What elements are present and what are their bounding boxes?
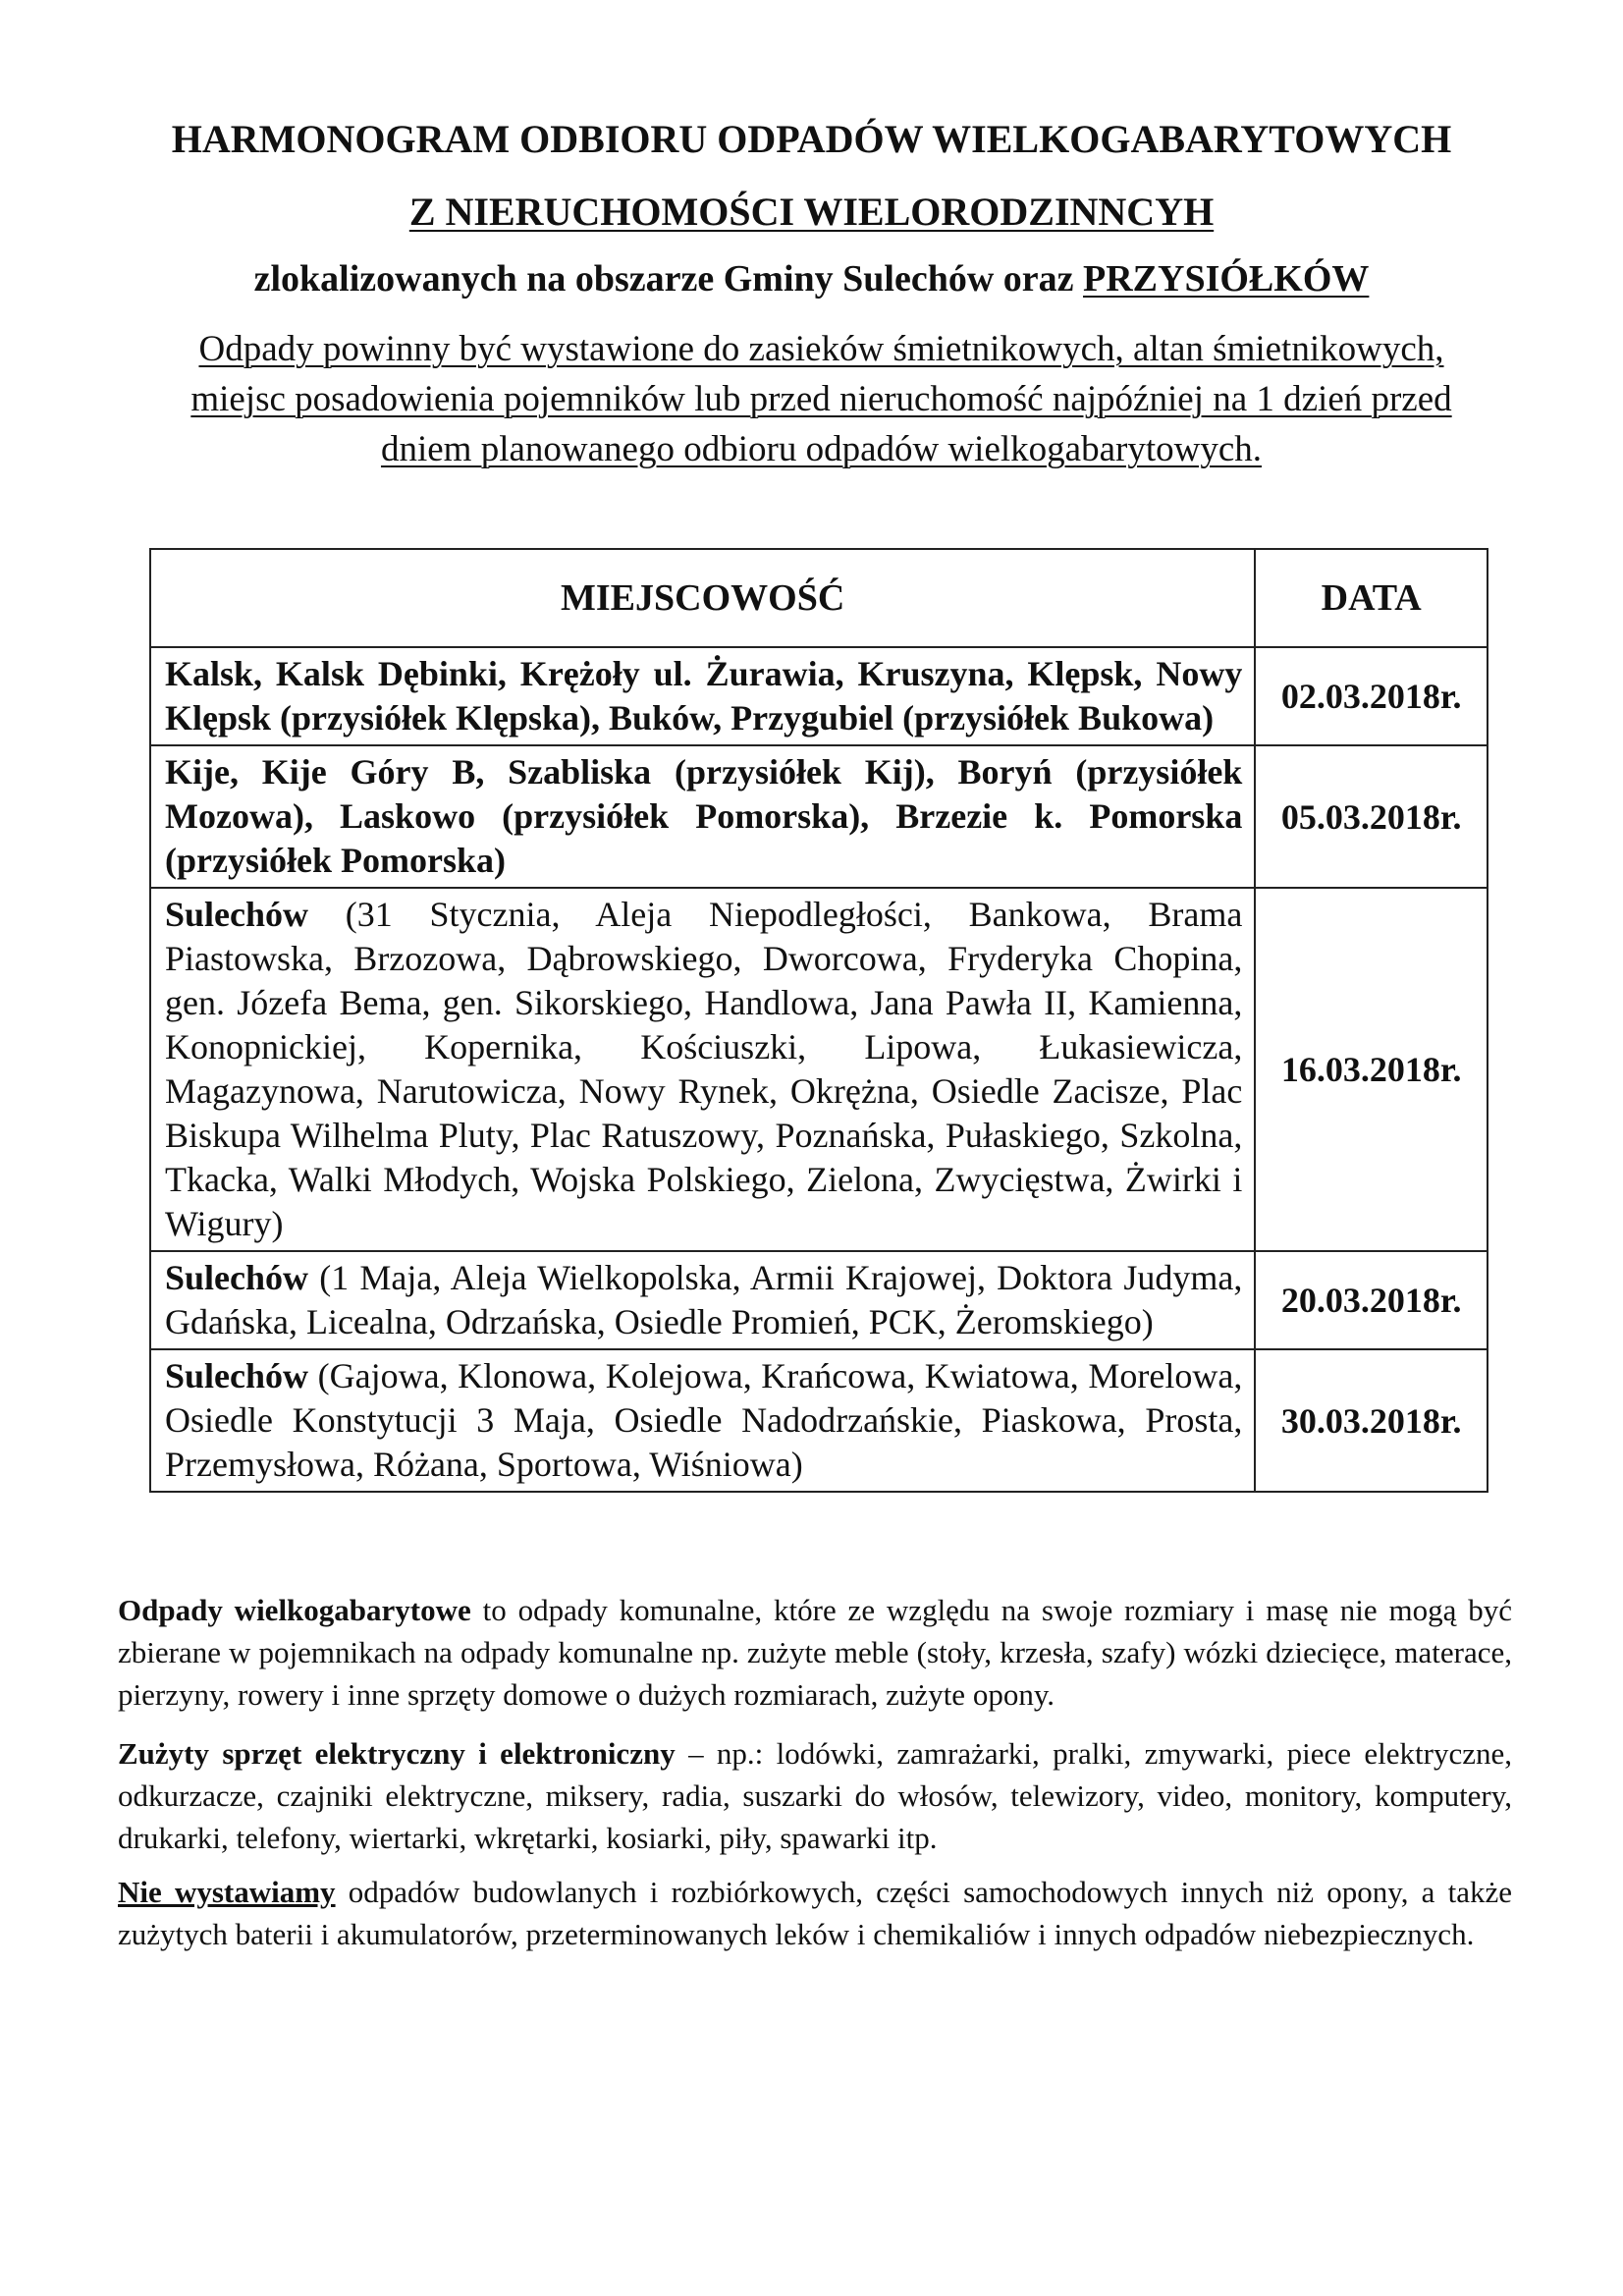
header-place: MIEJSCOWOŚĆ bbox=[150, 549, 1255, 647]
header-date: DATA bbox=[1255, 549, 1488, 647]
table-header-row bbox=[150, 549, 1488, 647]
place-bold: Sulechów bbox=[165, 895, 309, 934]
date-cell: 20.03.2018r. bbox=[1255, 1251, 1488, 1349]
place-rest: (31 Stycznia, Aleja Niepodległości, Bankowa, Brama Piastowska, Brzozowa, Dąbrowskiego, Dworcowa, Fryderyka Chopina, gen. Józefa Bema, gen. Sikorskiego, Handlowa, Jana Pawła II, Kamienna, Konopnickiej, Kopernika, Kościuszki, Lipowa, Łukasiewicza, Magazynowa, Narutowicza, Nowy Rynek, Okrężna, Osiedle Zacisze, Plac Biskupa Wilhelma Pluty, Plac Ratuszowy, Poznańska, Pułaskiego, Szkolna, Tkacka, Walki Młodych, Wojska Polskiego, Zielona, Zwycięstwa, Żwirki i Wigury) bbox=[165, 895, 1243, 1243]
bulky-waste-term: Odpady wielkogabarytowe bbox=[118, 1593, 471, 1627]
title-line-3 bbox=[0, 257, 1623, 301]
table-row bbox=[150, 1349, 1488, 1492]
table-row bbox=[150, 647, 1488, 745]
collection-notice bbox=[157, 324, 1486, 474]
title-line-1: HARMONOGRAM ODBIORU ODPADÓW WIELKOGABARYTOWYCH bbox=[171, 117, 1452, 161]
place-cell bbox=[150, 745, 1255, 888]
schedule-table bbox=[149, 548, 1488, 1493]
bulky-waste-text: to odpady komunalne, które ze względu na swoje rozmiary i masę nie mogą być zbierane w pojemnikach na odpady komunalne np. zużyte meble (stoły, krzesła, szafy) wózki dziecięce, materace, pierzyny, rowery i inne sprzęty domowe o dużych rozmiarach, zużyte opony. bbox=[118, 1593, 1512, 1712]
place-rest: (1 Maja, Aleja Wielkopolska, Armii Krajowej, Doktora Judyma, Gdańska, Licealna, Odrzańska, Osiedle Promień, PCK, Żeromskiego) bbox=[165, 1258, 1243, 1341]
electronics-text: – np.: lodówki, zamrażarki, pralki, zmywarki, piece elektryczne, odkurzacze, czajniki elektryczne, miksery, radia, suszarki do włosów, telewizory, video, monitory, komputery, drukarki, telefony, wiertarki, wkrętarki, kosiarki, piły, spawarki itp. bbox=[118, 1736, 1512, 1855]
date-cell: 05.03.2018r. bbox=[1255, 745, 1488, 888]
date-cell: 02.03.2018r. bbox=[1255, 647, 1488, 745]
place-cell bbox=[150, 1251, 1255, 1349]
place-cell bbox=[150, 888, 1255, 1251]
place-cell bbox=[150, 1349, 1255, 1492]
collection-notice-text: Odpady powinny być wystawione do zasieków śmietnikowych, altan śmietnikowych, miejsc posadowienia pojemników lub przed nieruchomość najpóźniej na 1 dzień przed dniem planowanego odbioru odpadów wielkogabarytowych. bbox=[190, 329, 1452, 469]
excluded-waste-term: Nie wystawiamy bbox=[118, 1875, 336, 1909]
place-bold: Kalsk, Kalsk Dębinki, Krężoły ul. Żurawia, Kruszyna, Klępsk, Nowy Klępsk (przysiółek Klępska), Buków, Przygubiel (przysiółek Bukowa) bbox=[165, 654, 1243, 738]
place-cell bbox=[150, 647, 1255, 745]
place-bold: Sulechów bbox=[165, 1356, 309, 1395]
electronics-paragraph bbox=[118, 1732, 1512, 1859]
title-line-3-emphasis: PRZYSIÓŁKÓW bbox=[1083, 258, 1370, 300]
electronics-term: Zużyty sprzęt elektryczny i elektroniczny bbox=[118, 1736, 676, 1771]
place-bold: Sulechów bbox=[165, 1258, 309, 1297]
title-line-3-prefix: zlokalizowanych na obszarze Gminy Sulechów oraz bbox=[253, 258, 1083, 300]
place-bold: Kije, Kije Góry B, Szabliska (przysiółek Kij), Boryń (przysiółek Mozowa), Laskowo (przysiółek Pomorska), Brzezie k. Pomorska (przysiółek Pomorska) bbox=[165, 752, 1243, 880]
date-cell: 30.03.2018r. bbox=[1255, 1349, 1488, 1492]
table-row bbox=[150, 888, 1488, 1251]
title-line-2-text: Z NIERUCHOMOŚCI WIELORODZINNCYH bbox=[408, 190, 1215, 234]
date-cell: 16.03.2018r. bbox=[1255, 888, 1488, 1251]
place-rest: (Gajowa, Klonowa, Kolejowa, Krańcowa, Kwiatowa, Morelowa, Osiedle Konstytucji 3 Maja, Osiedle Nadodrzańskie, Piaskowa, Prosta, Przemysłowa, Różana, Sportowa, Wiśniowa) bbox=[165, 1356, 1243, 1484]
excluded-waste-text: odpadów budowlanych i rozbiórkowych, części samochodowych innych niż opony, a także zużytych baterii i akumulatorów, przeterminowanych leków i chemikaliów i innych odpadów niebezpiecznych. bbox=[118, 1875, 1512, 1951]
title-line-2 bbox=[0, 189, 1623, 235]
table-row bbox=[150, 1251, 1488, 1349]
bulky-waste-paragraph bbox=[118, 1589, 1512, 1716]
excluded-waste-paragraph bbox=[118, 1871, 1512, 1955]
table-row bbox=[150, 745, 1488, 888]
